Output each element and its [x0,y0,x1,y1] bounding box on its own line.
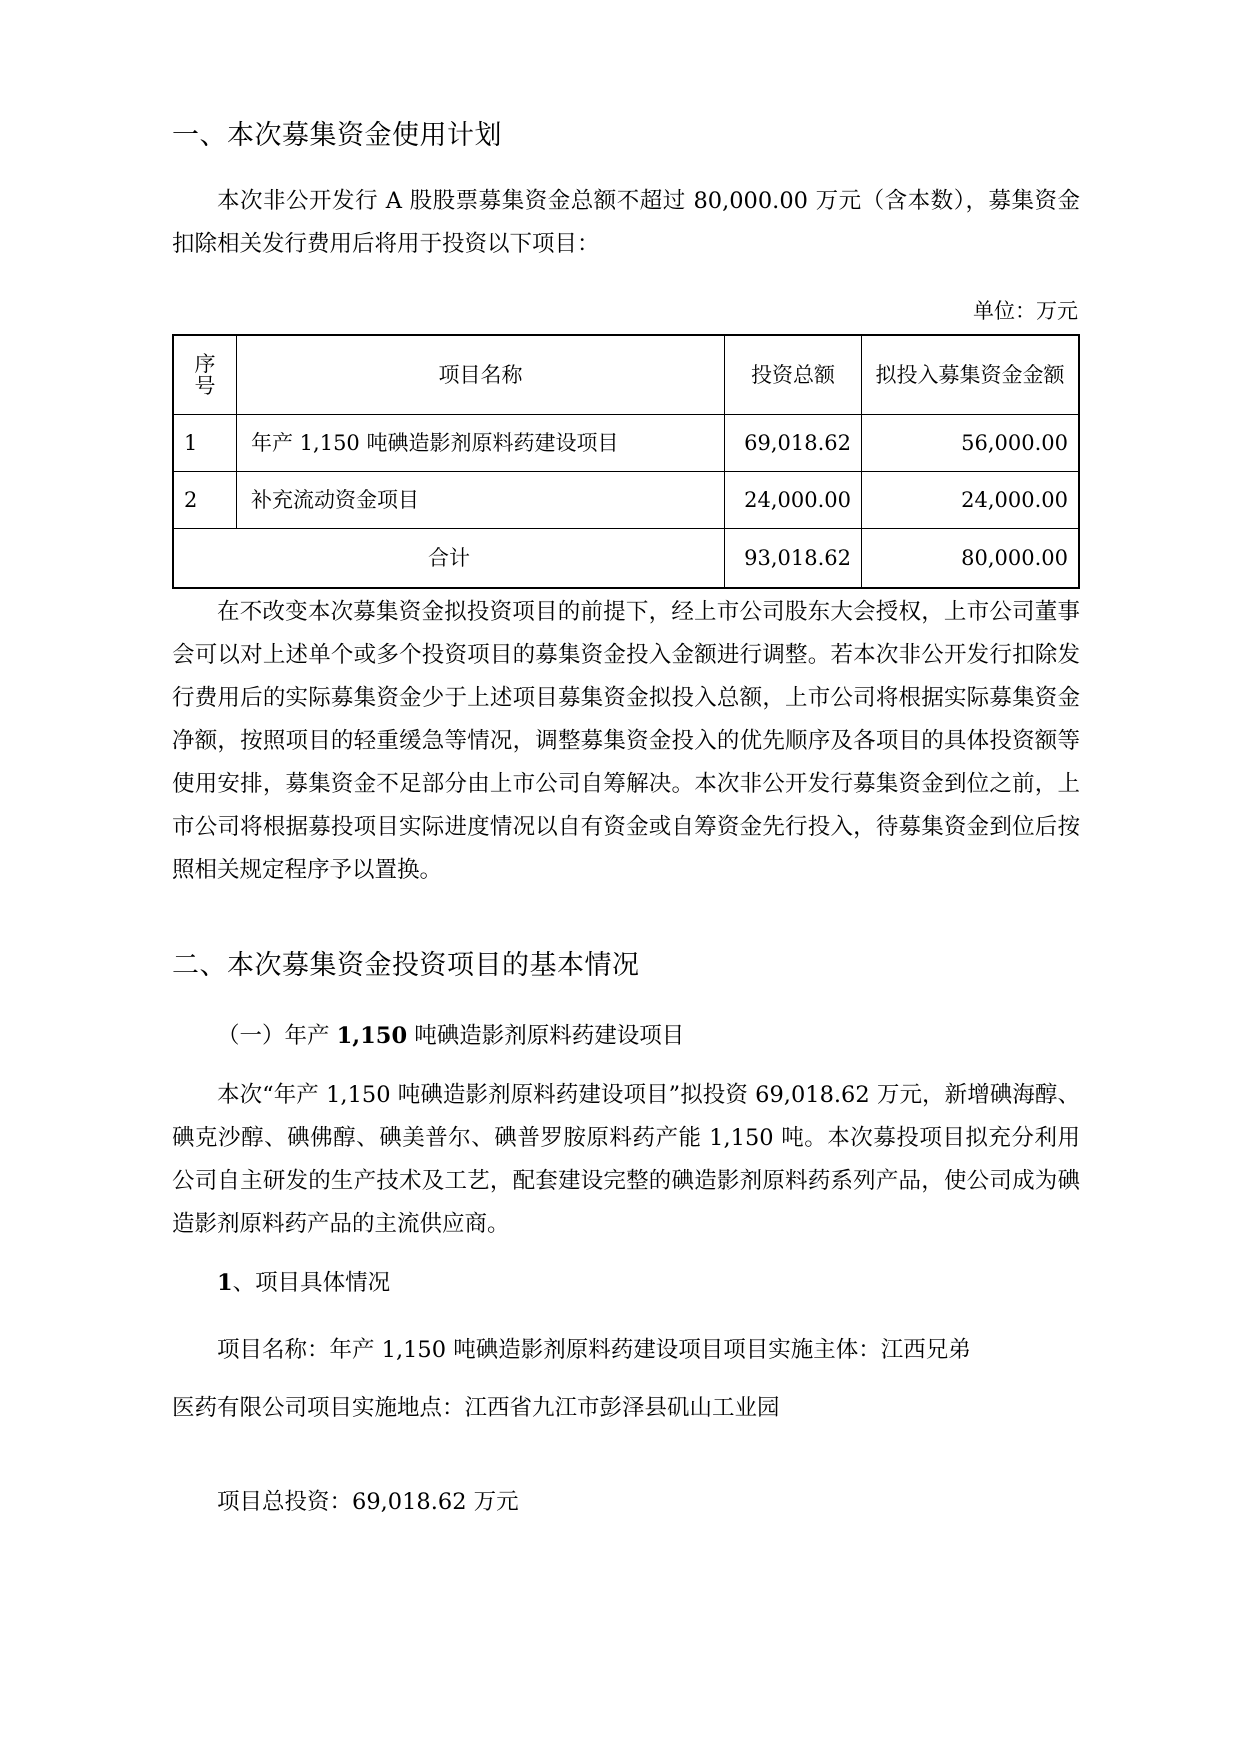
table-row [173,472,1079,529]
row-total-investment: 69,018.62 [725,415,862,472]
subheading-suffix: 吨碘造影剂原料药建设项目 [407,1022,685,1049]
section-1-heading: 一、本次募集资金使用计划 [172,120,502,151]
header-index-line2: 号 [194,374,216,399]
spacer [172,1058,1080,1074]
table-header-row [173,335,1079,415]
project-detail-line-2: 医药有限公司项目实施地点：江西省九江市彭泽县矶山工业园 [172,1394,780,1421]
project-detail-line-1: 项目名称：年产 1,150 吨碘造影剂原料药建设项目项目实施主体：江西兄弟 [217,1336,971,1363]
spacer [172,266,1080,296]
section-2-item-1-heading [172,1262,1080,1305]
section-2-heading: 二、本次募集资金投资项目的基本情况 [172,950,640,982]
item-label: 、项目具体情况 [232,1269,391,1296]
header-raised-funds: 拟投入募集资金金额 [862,335,1080,415]
investment-plan-table [172,334,1080,589]
subheading-capacity: 1,150 [336,1022,408,1049]
investment-plan-table-wrapper [172,334,1080,589]
table-unit-label: 单位：万元 [973,299,1078,324]
spacer [172,1305,1080,1321]
total-investment-value: 93,018.62 [725,529,862,589]
row-total-investment: 24,000.00 [725,472,862,529]
section-1-after-table-paragraph: 在不改变本次募集资金拟投资项目的前提下，经上市公司股东大会授权，上市公司董事会可以对上述单个或多个投资项目的募集资金投入金额进行调整。若本次非公开发行扣除发行费用后的实际募集资金少于上述项目募集资金拟投入总额，上市公司将根据实际募集资金净额，按照项目的轻重缓急等情况，调整募集资金投入的优先顺序及各项目的具体投资额等使用安排，募集资金不足部分由上市公司自筹解决。本次非公开发行募集资金到位之前，上市公司将根据募投项目实际进度情况以自有资金或自筹资金先行投入，待募集资金到位后按照相关规定程序予以置换。 [172,599,1080,884]
total-label: 合计 [173,529,725,589]
section-1-intro-paragraph: 本次非公开发行 A 股股票募集资金总额不超过 80,000.00 万元（含本数），募集资金扣除相关发行费用后将用于投资以下项目： [172,188,1080,258]
section-2-subheading [172,1015,1080,1058]
header-total-investment: 投资总额 [725,335,862,415]
table-total-row [173,529,1079,589]
section-2-paragraph-1: 本次“年产 1,150 吨碘造影剂原料药建设项目”拟投资 69,018.62 万元，新增碘海醇、碘克沙醇、碘佛醇、碘美普尔、碘普罗胺原料药产能 1,150 吨。本次募投项目拟充分利用公司自主研发的生产技术及工艺，配套建设完整的碘造影剂原料药系列产品，使公司成为碘造影剂原料药产品的主流供应商。 [172,1081,1080,1237]
header-project-name: 项目名称 [237,335,725,415]
project-detail-line-3: 项目总投资：69,018.62 万元 [217,1488,519,1515]
spacer [172,1437,1080,1481]
spacer [172,1246,1080,1262]
header-index-line1: 序 [194,352,216,377]
item-number: 1 [217,1269,233,1296]
header-index [173,335,237,415]
subheading-prefix: （一）年产 [217,1022,337,1049]
row-raised-funds: 24,000.00 [862,472,1080,529]
row-index: 2 [173,472,237,529]
row-project-name: 补充流动资金项目 [237,472,725,529]
row-raised-funds: 56,000.00 [862,415,1080,472]
row-index: 1 [173,415,237,472]
total-raised-funds-value: 80,000.00 [862,529,1080,589]
row-project-name: 年产 1,150 吨碘造影剂原料药建设项目 [237,415,725,472]
table-row [173,415,1079,472]
